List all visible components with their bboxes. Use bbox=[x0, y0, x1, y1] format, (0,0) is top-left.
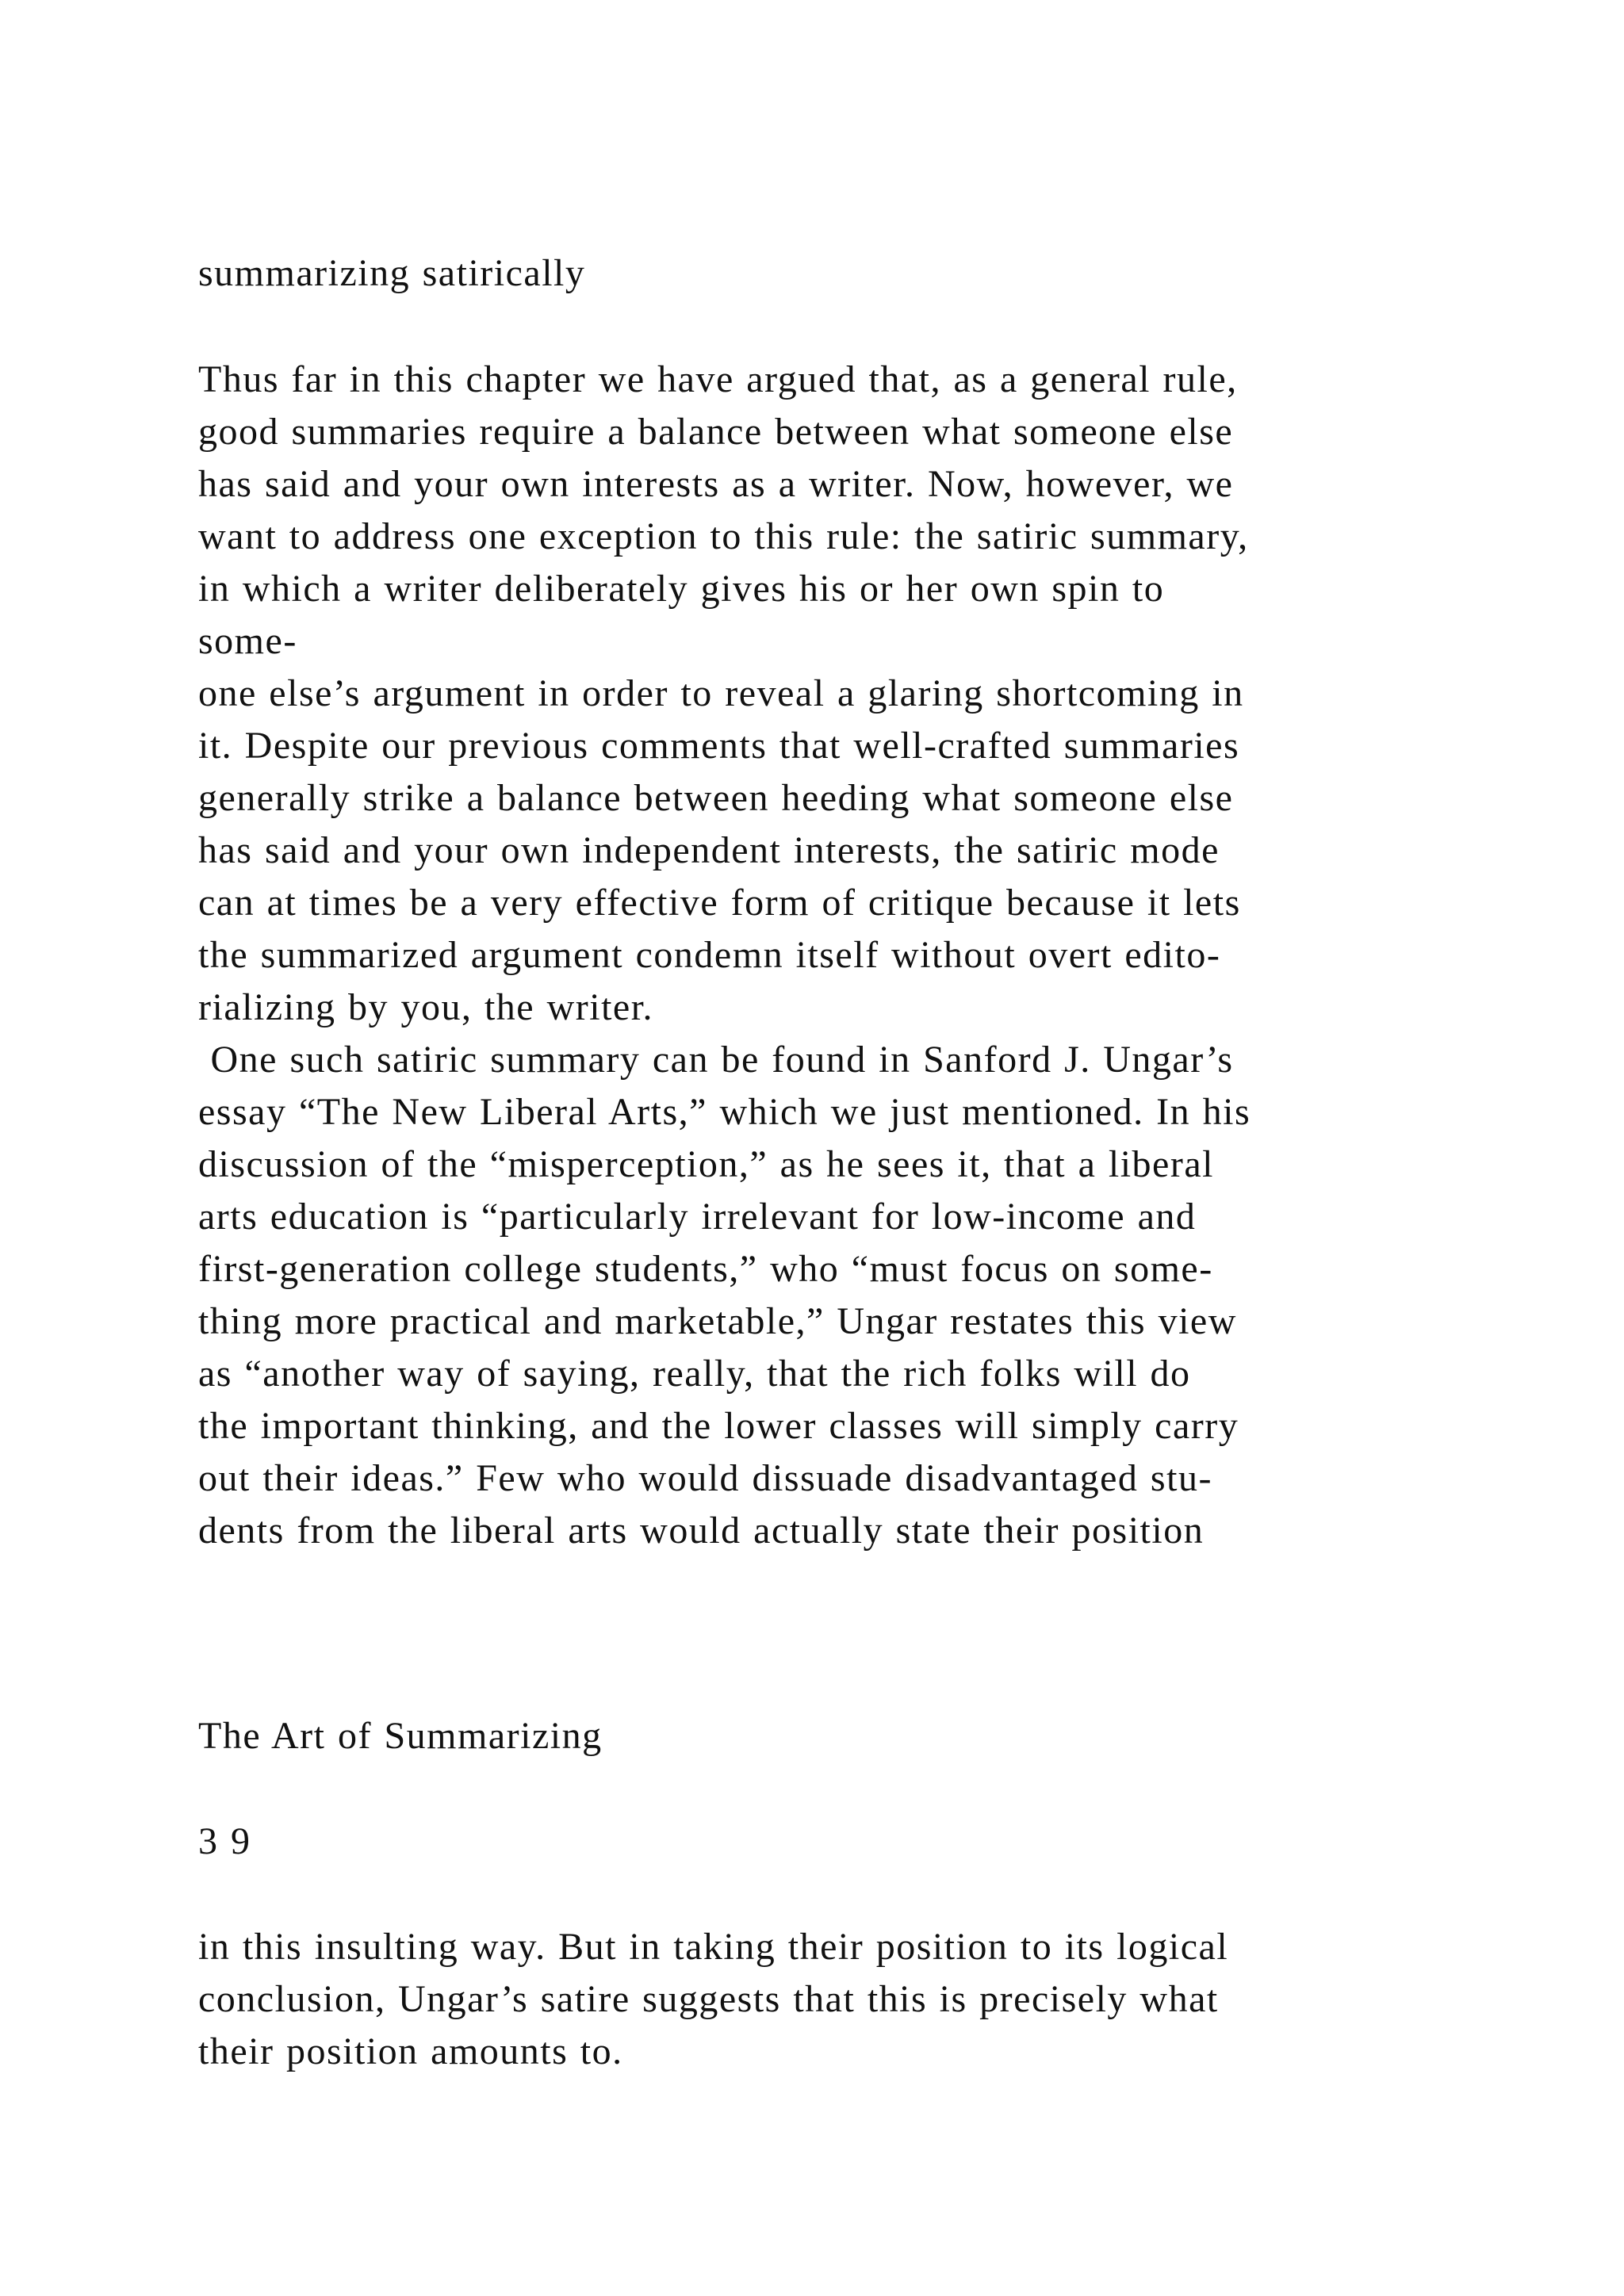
text-line: out their ideas.” Few who would dissuade disadvantaged stu- bbox=[198, 1457, 1212, 1499]
body-text-block-2 bbox=[198, 1921, 1546, 2078]
page-number: 3 9 bbox=[198, 1820, 251, 1862]
text-line: one else’s argument in order to reveal a glaring shortcoming in bbox=[198, 672, 1244, 714]
running-title-block bbox=[198, 1710, 1546, 1762]
text-line: essay “The New Liberal Arts,” which we just mentioned. In his bbox=[198, 1091, 1251, 1133]
text-line: dents from the liberal arts would actually state their position bbox=[198, 1510, 1205, 1552]
text-line: has said and your own independent interests, the satiric mode bbox=[198, 829, 1220, 871]
text-line: first-generation college students,” who “must focus on some- bbox=[198, 1248, 1213, 1290]
text-line: their position amounts to. bbox=[198, 2030, 623, 2072]
section-heading-block bbox=[198, 247, 1546, 300]
text-line: One such satiric summary can be found in Sanford J. Ungar’s bbox=[198, 1039, 1234, 1081]
text-line: discussion of the “misperception,” as he sees it, that a liberal bbox=[198, 1143, 1214, 1185]
text-line: generally strike a balance between heeding what someone else bbox=[198, 777, 1234, 819]
text-line: the important thinking, and the lower classes will simply carry bbox=[198, 1405, 1239, 1447]
text-line: conclusion, Ungar’s satire suggests that this is precisely what bbox=[198, 1978, 1219, 2020]
text-line: the summarized argument condemn itself without overt edito- bbox=[198, 934, 1221, 976]
text-line: arts education is “particularly irrelevant for low-income and bbox=[198, 1196, 1197, 1238]
text-line: want to address one exception to this rule: the satiric summary, bbox=[198, 515, 1249, 557]
section-heading: summarizing satirically bbox=[198, 252, 586, 294]
text-line: Thus far in this chapter we have argued that, as a general rule, bbox=[198, 358, 1238, 400]
running-title: The Art of Summarizing bbox=[198, 1715, 603, 1757]
text-line: as “another way of saying, really, that the rich folks will do bbox=[198, 1353, 1191, 1395]
body-text-block-1 bbox=[198, 354, 1546, 1557]
text-line: thing more practical and marketable,” Ungar restates this view bbox=[198, 1300, 1237, 1342]
page-number-block bbox=[198, 1816, 1546, 1868]
text-line: it. Despite our previous comments that well-crafted summaries bbox=[198, 725, 1240, 767]
text-line: some- bbox=[198, 620, 297, 662]
text-line: has said and your own interests as a writer. Now, however, we bbox=[198, 463, 1234, 505]
text-line: good summaries require a balance between what someone else bbox=[198, 411, 1234, 453]
text-line: in which a writer deliberately gives his or her own spin to bbox=[198, 568, 1165, 610]
text-line: rializing by you, the writer. bbox=[198, 986, 654, 1028]
text-line: can at times be a very effective form of critique because it lets bbox=[198, 882, 1241, 924]
text-line: in this insulting way. But in taking their position to its logical bbox=[198, 1926, 1229, 1968]
